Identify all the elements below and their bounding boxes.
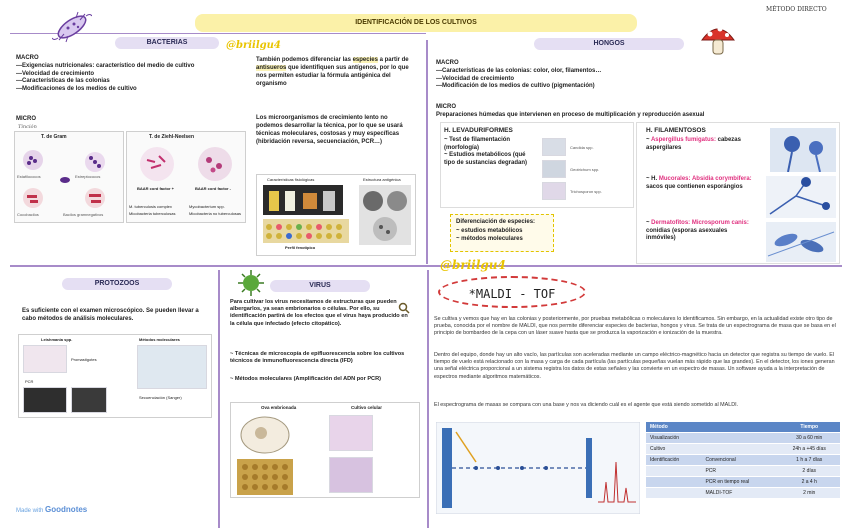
- list-item: ~ métodos moleculares: [456, 235, 523, 242]
- section-title-protozoos: PROTOZOOS: [62, 278, 172, 290]
- divider-vertical-bottom-right: [427, 270, 429, 528]
- cell-culture-image-1: [329, 415, 373, 451]
- fig-label-fisiologicas: Características fisiológicas: [267, 177, 315, 182]
- fig-label-leishmania: Leishmania spp.: [41, 337, 73, 342]
- table-row: [646, 444, 840, 455]
- cocci-image: [19, 146, 119, 216]
- fig-label-promastigotes: Promastigotes: [71, 357, 97, 362]
- zn-label-myco: Mycobacterium spp. Micobacteria no tuberculosas: [189, 204, 242, 216]
- table-cell: Visualización: [646, 433, 701, 444]
- table-cell: 2 min: [778, 488, 840, 499]
- mushroom-icon: [700, 22, 736, 56]
- fig-label-cultivo: Cultivo celular: [351, 405, 383, 410]
- strip-image: [263, 219, 349, 243]
- table-cell: 2 días: [778, 466, 840, 477]
- leishmania-image: [23, 345, 67, 373]
- divider-vertical-left: [426, 40, 428, 264]
- list-item: —Exigencias nutricionales: característico del medio de cultivo: [16, 63, 195, 69]
- divider-vertical-bottom: [218, 270, 220, 528]
- list-item: —Modificaciones de los medios de cultivo: [16, 85, 137, 92]
- table-row: [646, 488, 840, 499]
- molecular-image: [137, 345, 207, 389]
- corner-label: MÉTODO DIRECTO: [766, 6, 827, 13]
- page-title: IDENTIFICACIÓN DE LOS CULTIVOS: [195, 14, 637, 32]
- zn-label-baar-pos: BAAR cord factor +: [137, 186, 175, 191]
- filamentoso-microsporum: [646, 220, 756, 243]
- img-label-candida: Candida spp.: [570, 145, 594, 150]
- methods-table: [646, 422, 840, 499]
- species-absidia: Mucorales: Absidia corymbifera:: [658, 176, 752, 182]
- species-aspergillus: Aspergillus fumigatus:: [650, 137, 716, 143]
- table-cell: 24h a +45 días: [778, 444, 840, 455]
- virus-text-3: ~ Métodos moleculares (Amplificación del ADN por PCR): [230, 376, 382, 382]
- list-item: —Características de las colonias: [16, 78, 110, 84]
- fig-label-perfil: Perfil fenotípico: [285, 245, 316, 250]
- levaduriformes-title: H. LEVADURIFORMES: [444, 127, 513, 134]
- fig-label-metodos: Métodos moleculares: [139, 337, 180, 342]
- ziehl-neelsen-figure: [126, 131, 246, 223]
- protozoos-text: Es suficiente con el examen microscópico. Se pueden llevar a cabo métodos de análisis moleculares.: [22, 308, 199, 322]
- hongos-macro-list: [436, 68, 736, 91]
- hongos-macro-label: MACRO: [436, 60, 459, 66]
- filamentoso-aspergillus: [646, 137, 766, 152]
- signature-1: @briilgu4: [226, 40, 281, 51]
- text-part: cabezas aspergilares: [646, 137, 741, 151]
- gram-label-estreptococos: Estreptococos: [75, 174, 101, 179]
- filamentosos-title: H. FILAMENTOSOS: [646, 127, 706, 134]
- table-cell: 30 a 60 min: [778, 433, 840, 444]
- zn-label-mtb: M. tuberculosis complex Micobacteria tuberculosas: [129, 204, 176, 216]
- microsporum-image: [766, 222, 836, 262]
- text-highlight-especies: especies: [352, 57, 378, 63]
- bacterias-macro-label: MACRO: [16, 55, 39, 61]
- diferenciacion-list: [456, 228, 523, 243]
- gel-image-2: [71, 387, 107, 413]
- tubes-image: [263, 185, 343, 215]
- list-item: —Velocidad de crecimiento: [436, 75, 515, 82]
- text-part: sacos que contienen esporángios: [646, 183, 743, 190]
- hongos-micro-label: MICRO: [436, 104, 456, 110]
- divider-horizontal: [10, 265, 842, 267]
- zn-label-baar-neg: BAAR cord factor -: [195, 186, 232, 191]
- table-cell: PCR: [701, 466, 778, 477]
- made-with-label: Made with: [16, 508, 44, 514]
- levaduriformes-list: [444, 137, 538, 167]
- section-title-virus: VIRUS: [270, 280, 370, 292]
- gel-image: [23, 387, 67, 413]
- list-item: —Velocidad de crecimiento: [16, 70, 95, 77]
- table-cell: MALDI-TOF: [701, 488, 778, 499]
- table-cell: [646, 466, 701, 477]
- table-row: [646, 466, 840, 477]
- virus-icon: [236, 268, 266, 298]
- absidia-image: [766, 176, 836, 218]
- text-part: ~ H.: [646, 176, 659, 182]
- bacterias-micro-label: MICRO: [16, 116, 36, 122]
- gram-label-estafilococos: Estafilococos: [17, 174, 41, 179]
- maldi-diagram: [436, 422, 640, 514]
- gram-label-cocobacilos: Cocobacilos: [17, 212, 39, 217]
- bacterias-molecular-text: Los microorganismos de crecimiento lento no podemos desarrollar la técnica, por lo que se usará técnicas moleculares, costosas y muy específicas (hibridación reversa, secuenciación, PCR…): [256, 115, 403, 145]
- fig-label-ova: Ova embrionada: [261, 405, 297, 410]
- maldi-paragraph-1: Se cultiva y vemos que hay en las colonias y posteriormente, por pruebas metabólicas o moleculares lo identificamos. Sin embargo, en la actualidad existe otro tipo de prueba, conocida por el nombre de MALDI, que nos permite diferenciar especies de bacterias, hongos y virus. Se trata de un espectrograma de masa que se basa en el principio de bombardeo de la cepa con un láser suave hasta que se produzca la vaporización e ionización de la muestra.: [434, 316, 836, 337]
- table-header-metodo: Método: [646, 422, 778, 433]
- text-highlight-antisueros: antisueros: [256, 65, 287, 71]
- text-part: ~: [646, 137, 651, 143]
- zn-title: T. de Ziehl-Neelsen: [149, 134, 195, 140]
- protozoos-figure: [18, 334, 212, 418]
- gram-label-bacilos: Bacilos gramnegativos: [63, 212, 104, 217]
- fig-label-pcr: PCR: [25, 379, 34, 384]
- geotrichum-image: [542, 160, 566, 178]
- table-cell: PCR en tiempo real: [701, 477, 778, 488]
- text-part: a partir de: [377, 57, 409, 63]
- list-item: ~ Estudios metabólicos (qué tipo de sustancias degradan): [444, 152, 528, 166]
- aspergillus-image: [770, 128, 836, 172]
- table-cell: Cultivo: [646, 444, 701, 455]
- table-cell: [646, 477, 701, 488]
- diferenciacion-title: Diferenciación de especies:: [456, 219, 536, 225]
- maldi-paragraph-2: Dentro del equipo, donde hay un alto vacío, las partículas son aceleradas mediante un campo eléctrico-magnético hacia un detector que registra su tiempo de vuelo. El tiempo de vuelo está relacionado con la masa y carga de cada partícula (las partículas pequeñas vuelan más rápido que las grandes). En el detector, los iones generan una señal eléctrica proporcional a un sistema registra los datos de estas señales y las convierte en un espectro de masas. Un software ayuda a la interpretación de espectros mediante algoritmos matemáticos.: [434, 352, 835, 380]
- table-cell: 2 a 4 h: [778, 477, 840, 488]
- list-item: ~ Test de filamentación (morfología): [444, 137, 511, 151]
- fig-label-secuenciacion: Secuenciación (Sanger): [139, 395, 182, 400]
- cell-culture-image-2: [329, 457, 373, 493]
- goodnotes-label: Goodnotes: [45, 505, 88, 514]
- magnifier-icon: [398, 302, 410, 314]
- hongos-micro-desc: Preparaciones húmedas que intervienen en proceso de multiplicación y reproducción asexual: [436, 112, 705, 118]
- text-part: ~: [646, 220, 652, 226]
- section-title-bacterias: BACTERIAS: [115, 37, 219, 49]
- table-cell: [701, 433, 778, 444]
- table-cell: Convencional: [701, 455, 778, 466]
- table-row: [646, 455, 840, 466]
- img-label-geotrichum: Geotrichum spp.: [570, 167, 600, 172]
- goodnotes-badge[interactable]: [16, 503, 87, 517]
- img-label-trichosporon: Trichosporon spp.: [570, 189, 602, 194]
- bacteria-icon: [52, 10, 92, 44]
- list-item: —Características de las colonias: color, olor, filamentos…: [436, 68, 602, 74]
- bacterias-antisueros-text: [256, 56, 412, 88]
- table-row: [646, 477, 840, 488]
- text-part: También podemos diferenciar las: [256, 57, 353, 63]
- list-item: —Modificación de los medios de cultivo (pigmentación): [436, 83, 595, 89]
- text-part: conidias (esporas asexuales inmóviles): [646, 227, 728, 241]
- egg-image: [237, 415, 293, 455]
- species-microsporum: Dermatofitos: Microsporum canis:: [651, 220, 749, 226]
- bacterias-macro-list: [16, 63, 226, 93]
- virus-text-2: ~ Técnicas de microscopía de epifluorescencia sobre los cultivos técnicos de inmunofluorescencia directa (IFD): [230, 351, 405, 365]
- trichosporon-image: [542, 182, 566, 200]
- tincion-label: Tinción: [18, 124, 37, 130]
- fig-label-antigenica: Estructura antigénica: [363, 177, 401, 182]
- table-cell: Identificación: [646, 455, 701, 466]
- candida-image: [542, 138, 566, 156]
- list-item: ~ estudios metabólicos: [456, 228, 523, 234]
- gram-figure: [14, 131, 124, 223]
- filamentoso-absidia: [646, 176, 756, 191]
- section-title-hongos: HONGOS: [534, 38, 684, 50]
- signature-2: @briilgu4: [440, 258, 506, 272]
- lab-tests-figure: [256, 174, 416, 256]
- virus-text-1: Para cultivar los virus necesitamos de estructuras que pueden albergarlos, ya sean embrionarios o células. Por ello, su identificación partirá de los efectos que el virus haya producido en la célula que infectado (efecto citopático).: [230, 299, 408, 327]
- table-header-tiempo: Tiempo: [778, 422, 840, 433]
- maldi-title: *MALDI - TOF: [438, 276, 586, 308]
- table-cell: 1 h a 7 días: [778, 455, 840, 466]
- gram-title: T. de Gram: [41, 134, 67, 140]
- virus-figure: [230, 402, 420, 498]
- table-cell: [646, 488, 701, 499]
- table-cell: [701, 444, 778, 455]
- table-row: [646, 433, 840, 444]
- agglutination-image: [359, 185, 411, 245]
- plate-image: [237, 459, 293, 495]
- maldi-paragraph-3: El espectrograma de masas se compara con una base y nos va diciendo cuál es el agente que está siendo sometido al MALDI.: [434, 402, 739, 408]
- text-part: que identifiquen sus antígenos, por lo que nos permiten estudiar la fórmula antigénica del organismo: [256, 65, 409, 87]
- zn-image: [135, 144, 239, 184]
